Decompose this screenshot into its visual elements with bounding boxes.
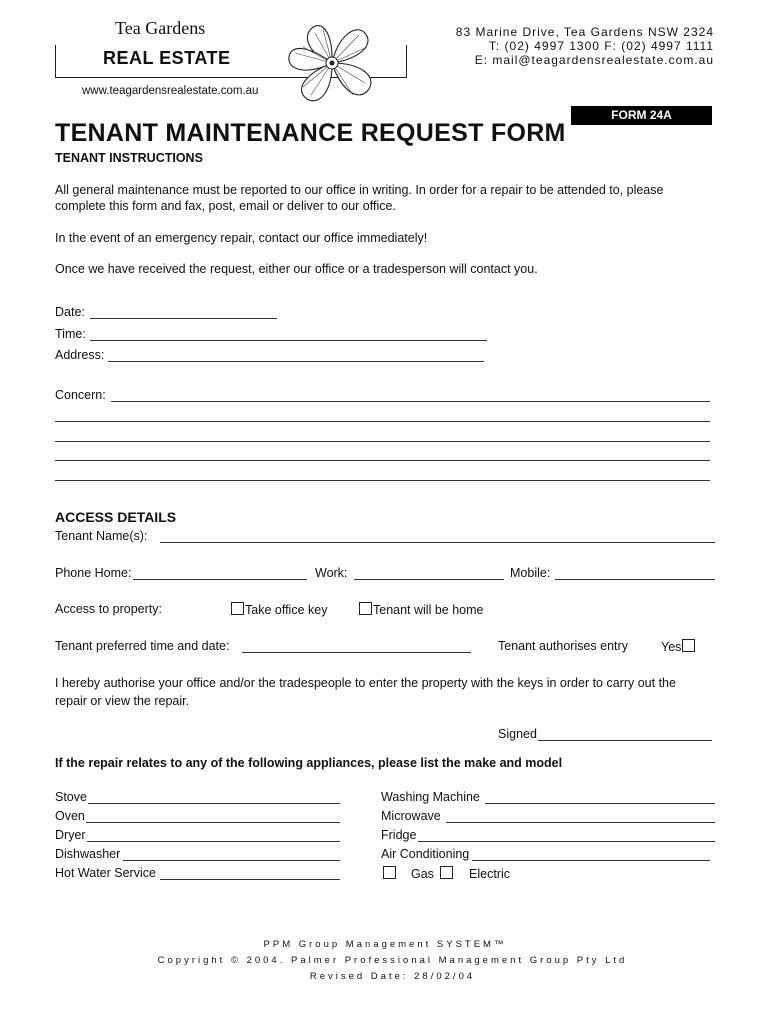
electric-label: Electric [469,867,510,881]
access-property-label: Access to property: [55,602,162,616]
appliances-heading: If the repair relates to any of the following appliances, please list the make and model [55,756,563,770]
yes-label: Yes [661,640,682,654]
tenant-home-checkbox[interactable] [359,602,372,615]
concern-line[interactable] [55,421,710,422]
tenant-names-label: Tenant Name(s): [55,529,148,543]
take-office-key-checkbox[interactable] [231,602,244,615]
phone-home-field[interactable] [133,579,307,580]
appliance-oven-field[interactable] [86,822,340,823]
appliance-washing-machine-label: Washing Machine [381,790,480,804]
appliance-dryer-label: Dryer [55,828,86,842]
time-label: Time: [55,327,86,341]
form-badge [571,106,712,125]
footer-revised: Revised Date: 28/02/04 [309,971,476,982]
authorise-line1: I hereby authorise your office and/or the tradespeople to enter the property with the keys in order to carry out the [55,676,676,690]
appliance-microwave-label: Microwave [381,809,441,823]
yes-option[interactable] [661,639,696,654]
appliance-dishwasher-field[interactable] [123,860,340,861]
address-field[interactable] [108,361,484,362]
concern-line[interactable] [55,480,710,481]
appliance-hot-water-label: Hot Water Service [55,866,156,880]
appliance-stove-field[interactable] [88,803,340,804]
concern-field[interactable] [111,401,710,402]
date-label: Date: [55,305,85,319]
tenant-home-option[interactable] [359,602,483,617]
instructions-p2: In the event of an emergency repair, contact our office immediately! [55,231,428,245]
brand-top: Tea Gardens [115,18,206,38]
electric-option[interactable] [440,866,510,881]
flower-logo-icon [283,17,381,109]
appliance-air-conditioning-label: Air Conditioning [381,847,470,861]
signature-field[interactable] [538,740,712,741]
work-label: Work: [315,566,348,580]
appliance-oven-label: Oven [55,809,85,823]
office-email: E: mail@teagardensrealestate.com.au [474,53,714,67]
date-field[interactable] [90,318,277,319]
instructions-p3: Once we have received the request, either our office or a tradesperson will contact you. [55,262,538,276]
preferred-time-label: Tenant preferred time and date: [55,639,230,653]
form-badge-label: FORM 24A [611,108,672,122]
appliance-stove-label: Stove [55,790,87,804]
time-field[interactable] [90,340,487,341]
preferred-time-field[interactable] [242,652,471,653]
footer-copyright: Copyright © 2004. Palmer Professional Management Group Pty Ltd [157,955,628,966]
appliance-air-conditioning-field[interactable] [472,860,710,861]
brand-main: REAL ESTATE [103,48,231,68]
appliance-washing-machine-field[interactable] [485,803,715,804]
phone-home-label: Phone Home: [55,566,132,580]
access-heading: ACCESS DETAILS [55,509,177,525]
gas-checkbox[interactable] [383,866,396,879]
mobile-label: Mobile: [510,566,551,580]
mobile-field[interactable] [555,579,715,580]
appliance-fridge-field[interactable] [418,841,715,842]
gas-label: Gas [411,867,434,881]
electric-checkbox[interactable] [440,866,453,879]
address-label: Address: [55,348,105,362]
concern-label: Concern: [55,388,106,402]
website: www.teagardensrealestate.com.au [82,85,259,97]
appliance-dishwasher-label: Dishwasher [55,847,121,861]
authorises-entry-label: Tenant authorises entry [498,639,628,653]
work-field[interactable] [354,579,504,580]
footer-system: PPM Group Management SYSTEM™ [263,939,507,950]
tenant-home-label: Tenant will be home [373,603,484,617]
instructions-heading: TENANT INSTRUCTIONS [55,151,203,165]
office-phone: T: (02) 4997 1300 F: (02) 4997 1111 [488,39,714,53]
office-address: 83 Marine Drive, Tea Gardens NSW 2324 [455,25,714,39]
take-office-key-label: Take office key [245,603,328,617]
page-title: TENANT MAINTENANCE REQUEST FORM [55,119,566,147]
yes-checkbox[interactable] [682,639,695,652]
instructions-p1-line1: All general maintenance must be reported to our office in writing. In order for a repair to be attended to, please [55,183,664,197]
appliance-fridge-label: Fridge [381,828,417,842]
gas-option[interactable] [383,866,434,881]
instructions-p1-line2: complete this form and fax, post, email or deliver to our office. [55,199,396,213]
concern-line[interactable] [55,441,710,442]
appliance-microwave-field[interactable] [446,822,715,823]
appliance-hot-water-field[interactable] [160,879,340,880]
authorise-line2: repair or view the repair. [55,694,190,708]
signed-label: Signed [498,727,537,741]
appliance-dryer-field[interactable] [87,841,340,842]
tenant-names-field[interactable] [160,542,715,543]
concern-line[interactable] [55,460,710,461]
take-office-key-option[interactable] [231,602,327,617]
